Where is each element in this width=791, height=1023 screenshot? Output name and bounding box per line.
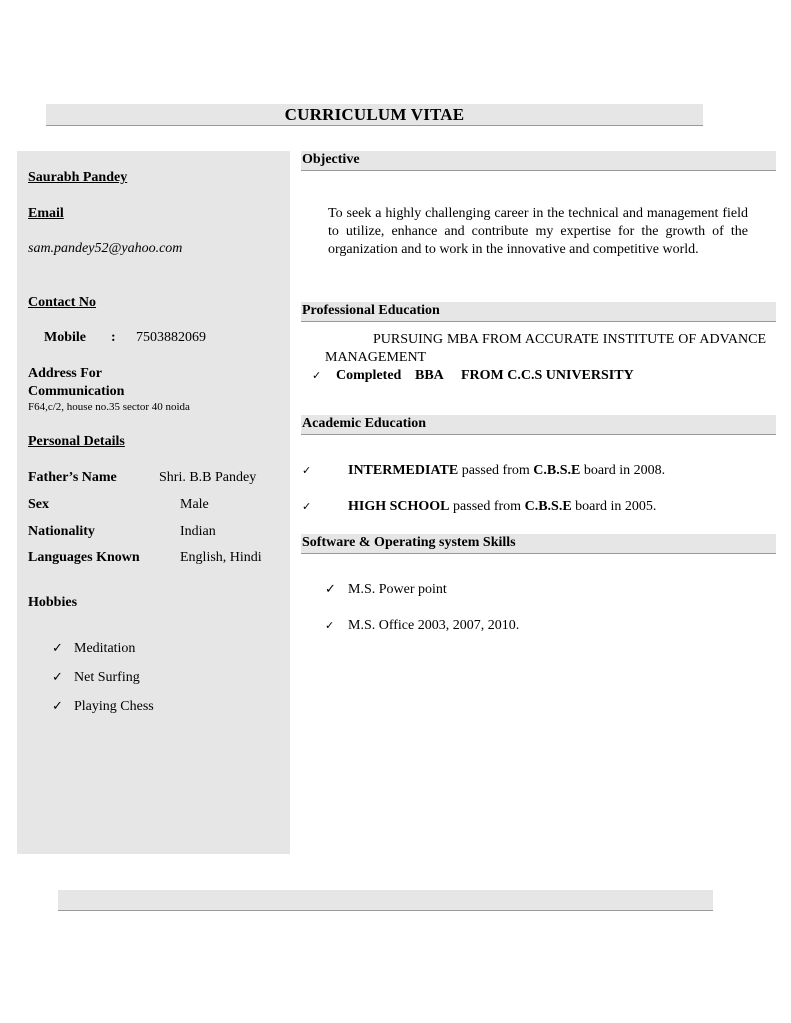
professional-item-bba-completed: Completed xyxy=(336,368,402,383)
hobby-item: Net Surfing xyxy=(74,670,140,685)
academic-item-high-school: HIGH SCHOOL passed from C.B.S.E board in 2005. xyxy=(348,499,657,514)
address-heading-line2: Communication xyxy=(28,384,125,399)
footer-bar xyxy=(58,890,713,911)
mobile-number: 7503882069 xyxy=(136,330,206,345)
professional-item-mba: PURSUING MBA FROM ACCURATE INSTITUTE OF ADVANCE MANAGEMENT xyxy=(325,332,766,365)
candidate-name: Saurabh Pandey xyxy=(28,170,128,185)
detail-label-sex: Sex xyxy=(28,497,49,512)
mobile-separator: : xyxy=(111,330,116,345)
academic-item-intermediate: INTERMEDIATE passed from C.B.S.E board in 2008. xyxy=(348,463,666,478)
address-text: F64,c/2, house no.35 sector 40 noida xyxy=(28,401,190,413)
email-heading: Email xyxy=(28,206,64,221)
hobby-item: Meditation xyxy=(74,641,136,656)
page-title: CURRICULUM VITAE xyxy=(284,105,465,124)
professional-section-bar xyxy=(301,302,776,322)
skills-section-bar xyxy=(301,534,776,554)
checkmark-icon: ✓ xyxy=(52,640,63,655)
skill-item: M.S. Office 2003, 2007, 2010. xyxy=(348,618,520,633)
email-address: sam.pandey52@yahoo.com xyxy=(28,241,183,256)
hobby-item: Playing Chess xyxy=(74,699,154,714)
detail-value-sex: Male xyxy=(180,497,209,512)
address-heading-line1: Address For xyxy=(28,366,103,381)
academic-section-bar xyxy=(301,415,776,435)
hobbies-heading: Hobbies xyxy=(28,595,78,610)
professional-item-bba-degree: BBA xyxy=(415,368,444,383)
detail-value-nationality: Indian xyxy=(180,524,216,539)
personal-details-heading: Personal Details xyxy=(28,434,125,449)
mobile-label: Mobile xyxy=(44,330,86,345)
objective-section-bar xyxy=(301,151,776,171)
objective-heading: Objective xyxy=(302,152,360,167)
skills-heading: Software & Operating system Skills xyxy=(302,535,516,550)
detail-label-father: Father’s Name xyxy=(28,470,117,485)
checkmark-icon: ✓ xyxy=(302,465,312,477)
checkmark-icon: ✓ xyxy=(312,370,322,382)
title-bar xyxy=(46,104,703,126)
contact-heading: Contact No xyxy=(28,295,97,310)
checkmark-icon: ✓ xyxy=(302,501,312,513)
detail-value-languages: English, Hindi xyxy=(180,550,262,565)
professional-item-bba-university: FROM C.C.S UNIVERSITY xyxy=(461,368,634,383)
checkmark-icon: ✓ xyxy=(52,669,63,684)
detail-label-nationality: Nationality xyxy=(28,524,95,539)
professional-heading: Professional Education xyxy=(302,303,440,318)
skill-item: M.S. Power point xyxy=(348,582,447,597)
checkmark-icon: ✓ xyxy=(52,698,63,713)
objective-text: To seek a highly challenging career in the technical and management field to utilize, enhance and contribute my expertise for the growth of the organization and to work in the innovative and competitive world. xyxy=(328,206,748,257)
checkmark-icon: ✓ xyxy=(325,620,335,632)
detail-value-father: Shri. B.B Pandey xyxy=(159,470,257,485)
checkmark-icon: ✓ xyxy=(325,581,336,596)
academic-heading: Academic Education xyxy=(302,416,427,431)
detail-label-languages: Languages Known xyxy=(28,550,140,565)
